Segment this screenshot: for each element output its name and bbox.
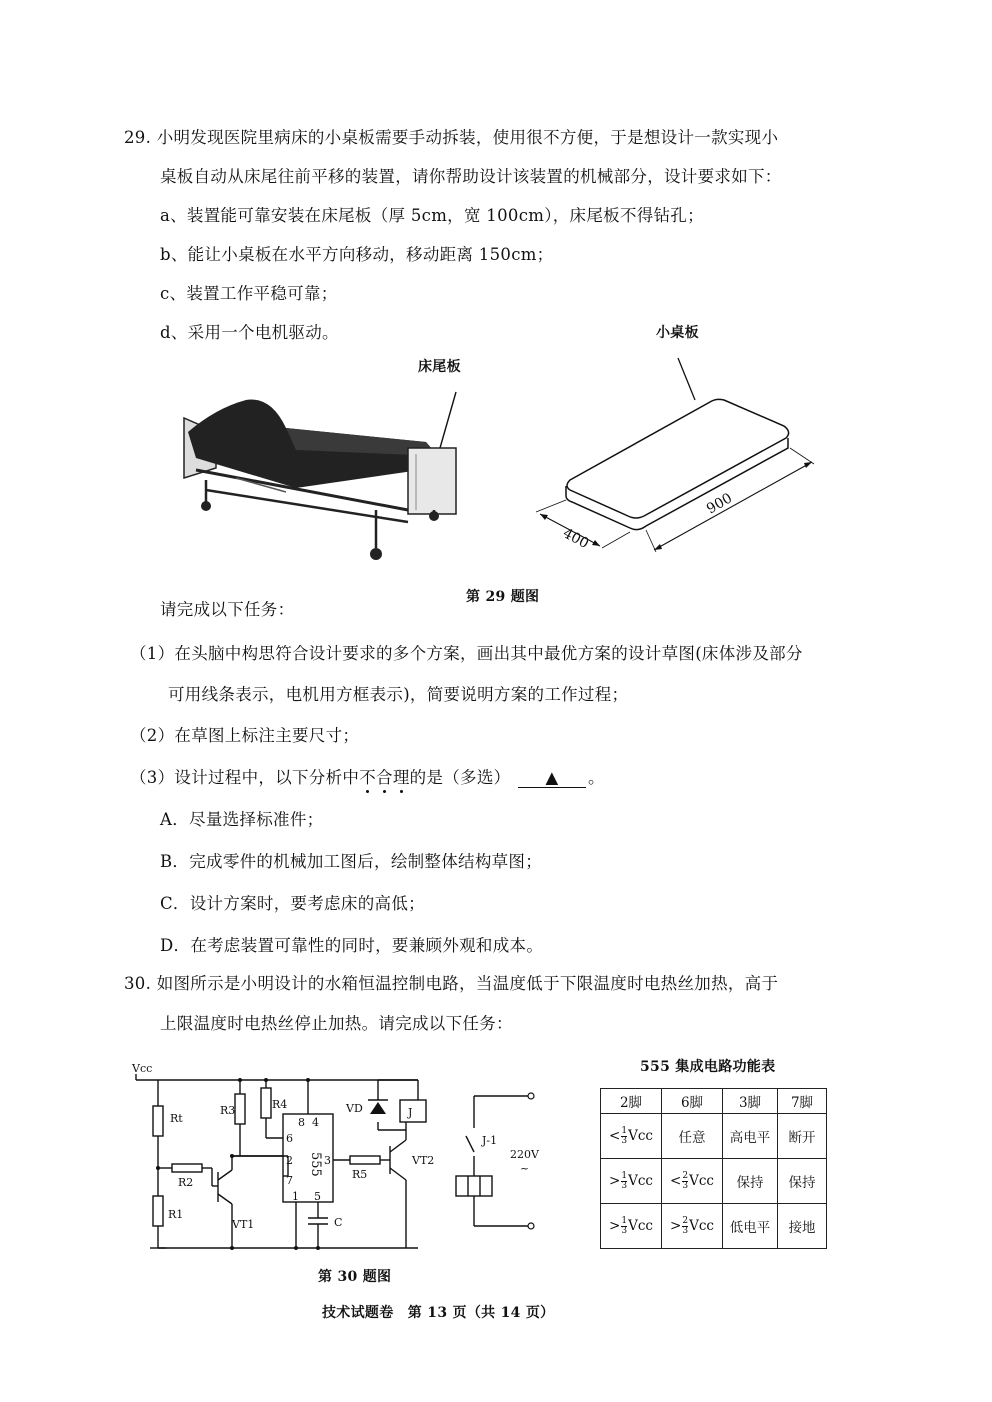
table-cell: > $\frac{1}{3}$ Vcc bbox=[601, 1159, 662, 1204]
vt1-label: VT1 bbox=[232, 1218, 255, 1231]
dimension-900-label: 900 bbox=[704, 490, 736, 518]
pin-3: 3 bbox=[324, 1154, 331, 1167]
table-cell: 保持 bbox=[723, 1159, 778, 1204]
figure-30-caption: 第 30 题图 bbox=[318, 1269, 392, 1285]
q29-stem-line1: 小明发现医院里病床的小桌板需要手动拆装，使用很不方便，于是想设计一款实现小 bbox=[156, 128, 779, 147]
table-cell: < $\frac{1}{3}$ Vcc bbox=[601, 1114, 662, 1159]
r2-label: R2 bbox=[178, 1176, 194, 1189]
table-cell: 断开 bbox=[778, 1114, 827, 1159]
task-intro: 请完成以下任务： bbox=[160, 600, 295, 619]
pin-8: 8 bbox=[298, 1116, 305, 1129]
pin-7: 7 bbox=[286, 1174, 293, 1187]
option-c: C．设计方案时，要考虑床的高低； bbox=[160, 894, 425, 913]
vcc-label: Vcc bbox=[132, 1062, 153, 1075]
table-header-row bbox=[601, 1089, 827, 1114]
rt-label: Rt bbox=[170, 1112, 183, 1125]
table-cell: 接地 bbox=[778, 1204, 827, 1249]
small-table-drawing bbox=[530, 340, 830, 560]
table-header: 6脚 bbox=[662, 1089, 723, 1114]
table-header: 3脚 bbox=[723, 1089, 778, 1114]
task-1-line2: 可用线条表示，电机用方框表示)，简要说明方案的工作过程； bbox=[168, 685, 629, 704]
vd-label: VD bbox=[346, 1102, 363, 1115]
table-cell: > $\frac{1}{3}$ Vcc bbox=[601, 1204, 662, 1249]
emphasis-char: 不 bbox=[359, 768, 377, 787]
task-3-suffix: 的是（多选） bbox=[409, 768, 511, 787]
page-footer: 技术试题卷 第 13 页（共 14 页） bbox=[322, 1305, 555, 1321]
table-header: 2脚 bbox=[601, 1089, 662, 1114]
r1-label: R1 bbox=[168, 1208, 184, 1221]
q30-stem-line1: 如图所示是小明设计的水箱恒温控制电路，当温度低于下限温度时电热丝加热，高于 bbox=[156, 974, 779, 993]
thermostat-circuit-diagram bbox=[128, 1060, 548, 1260]
dimension-400-label: 400 bbox=[560, 525, 592, 553]
pin-6: 6 bbox=[286, 1132, 293, 1145]
hospital-bed-illustration bbox=[176, 370, 476, 570]
chip-555-label: 555 bbox=[308, 1152, 323, 1177]
table-cell: 保持 bbox=[778, 1159, 827, 1204]
table-header: 7脚 bbox=[778, 1089, 827, 1114]
emphasis-char: 合 bbox=[376, 768, 393, 787]
q30-stem-line2: 上限温度时电热丝停止加热。请完成以下任务： bbox=[160, 1014, 513, 1033]
r3-label: R3 bbox=[220, 1104, 236, 1117]
option-d: D．在考虑装置可靠性的同时，要兼顾外观和成本。 bbox=[160, 936, 544, 955]
q29-text-line1 bbox=[124, 124, 778, 148]
label-bed-end-board: 床尾板 bbox=[418, 359, 461, 375]
pin-5: 5 bbox=[314, 1190, 321, 1203]
table-cell: 任意 bbox=[662, 1114, 723, 1159]
q29-number: 29. bbox=[124, 128, 152, 147]
r5-label: R5 bbox=[352, 1168, 368, 1181]
answer-blank[interactable]: ▲ bbox=[518, 768, 586, 788]
task-3-prefix: （3）设计过程中，以下分析中 bbox=[130, 768, 360, 787]
q29-requirement-a: a、装置能可靠安装在床尾板（厚 5cm，宽 100cm），床尾板不得钻孔； bbox=[160, 206, 704, 225]
option-a: A．尽量选择标准件； bbox=[160, 810, 324, 829]
r4-label: R4 bbox=[272, 1098, 288, 1111]
option-b: B．完成零件的机械加工图后，绘制整体结构草图； bbox=[160, 852, 543, 871]
voltage-label: 220V bbox=[510, 1148, 539, 1161]
q30-text-line1 bbox=[124, 970, 778, 994]
table-row bbox=[601, 1204, 827, 1249]
table-555-function bbox=[600, 1088, 827, 1249]
task-3 bbox=[130, 764, 605, 788]
pin-2: 2 bbox=[286, 1154, 293, 1167]
figure-29-caption: 第 29 题图 bbox=[466, 589, 540, 605]
ac-symbol: ~ bbox=[520, 1162, 530, 1175]
task-2: （2）在草图上标注主要尺寸； bbox=[130, 726, 360, 745]
label-small-table: 小桌板 bbox=[656, 325, 699, 341]
pin-4: 4 bbox=[312, 1116, 319, 1129]
table-cell: 低电平 bbox=[723, 1204, 778, 1249]
table-cell: 高电平 bbox=[723, 1114, 778, 1159]
relay-contact-label: J-1 bbox=[482, 1134, 498, 1147]
q29-requirement-b: b、能让小桌板在水平方向移动，移动距离 150cm； bbox=[160, 245, 554, 264]
table-555-title: 555 集成电路功能表 bbox=[640, 1059, 776, 1075]
capacitor-c-label: C bbox=[334, 1216, 343, 1229]
task-1-line1: （1）在头脑中构思符合设计要求的多个方案，画出其中最优方案的设计草图(床体涉及部分 bbox=[130, 644, 803, 663]
relay-j-label: J bbox=[408, 1106, 413, 1119]
task-3-end: 。 bbox=[588, 768, 605, 787]
table-row bbox=[601, 1159, 827, 1204]
table-row bbox=[601, 1114, 827, 1159]
emphasis-char: 理 bbox=[392, 768, 410, 787]
pin-1: 1 bbox=[292, 1190, 299, 1203]
q29-requirement-d: d、采用一个电机驱动。 bbox=[160, 323, 339, 342]
vt2-label: VT2 bbox=[412, 1154, 435, 1167]
q29-stem-line2: 桌板自动从床尾往前平移的装置，请你帮助设计该装置的机械部分，设计要求如下： bbox=[160, 167, 782, 186]
table-cell: > $\frac{2}{3}$ Vcc bbox=[662, 1204, 723, 1249]
q30-number: 30. bbox=[124, 974, 152, 993]
q29-requirement-c: c、装置工作平稳可靠； bbox=[160, 284, 338, 303]
table-cell: < $\frac{2}{3}$ Vcc bbox=[662, 1159, 723, 1204]
